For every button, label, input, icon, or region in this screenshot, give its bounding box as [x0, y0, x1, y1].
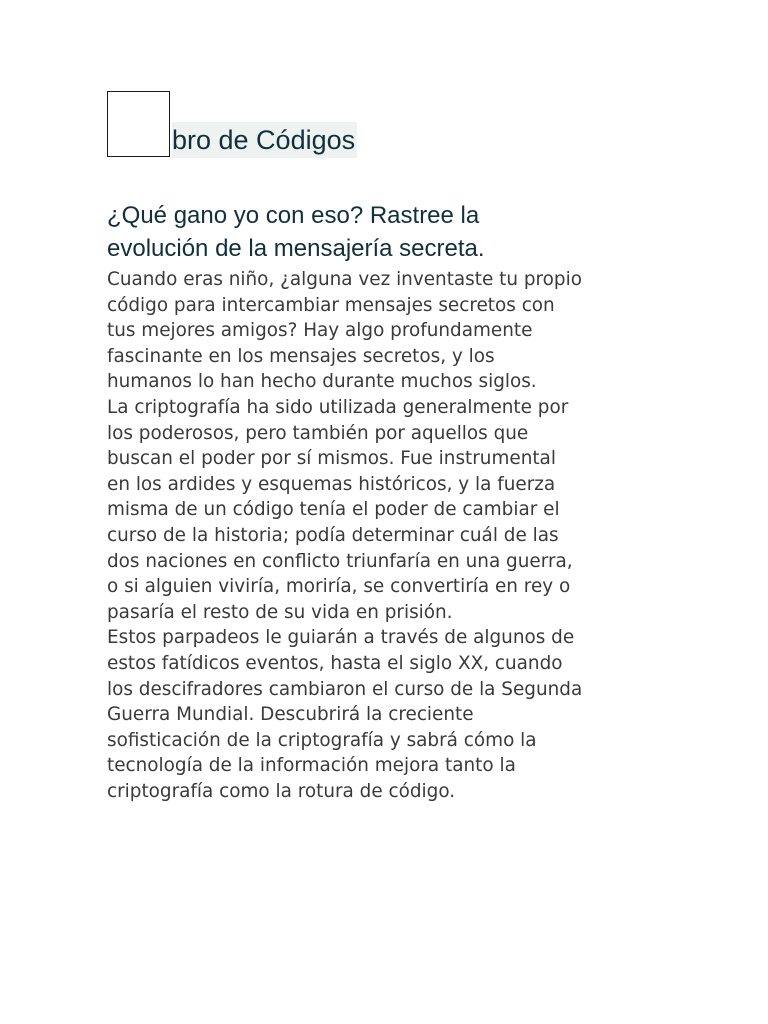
drop-cap-box	[107, 91, 170, 157]
paragraph-2: La criptografía ha sido utilizada generalmente por los poderosos, pero también por aquellos que buscan el poder por sí mismos. Fue instrumental en los ardides y esquemas históricos, y la fuerza misma de un código tenía el poder de cambiar el curso de la historia; podía determinar cuál de las dos naciones en conflicto triunfaría en una guerra, o si alguien viviría, moriría, se convertiría en rey o pasaría el resto de su vida en prisión.	[107, 396, 573, 623]
title-text: bro de Códigos	[172, 122, 357, 158]
paragraph-1: Cuando eras niño, ¿alguna vez inventaste tu propio código para intercambiar mensajes secretos con tus mejores amigos? Hay algo profundamente fascinante en los mensajes secretos, y los humanos lo han hecho durante muchos siglos.	[107, 269, 582, 393]
paragraph-3: Estos parpadeos le guiarán a través de algunos de estos fatídicos eventos, hasta el siglo XX, cuando los descifradores cambiaron el curso de la Segunda Guerra Mundial. Descubrirá la creciente sofisticación de la criptografía y sabrá cómo la tecnología de la información mejora tanto la criptografía como la rotura de código.	[107, 627, 583, 802]
subtitle-heading: ¿Qué gano yo con eso? Rastree la evolución de la mensajería secreta.	[107, 202, 485, 262]
body-text	[107, 267, 682, 804]
